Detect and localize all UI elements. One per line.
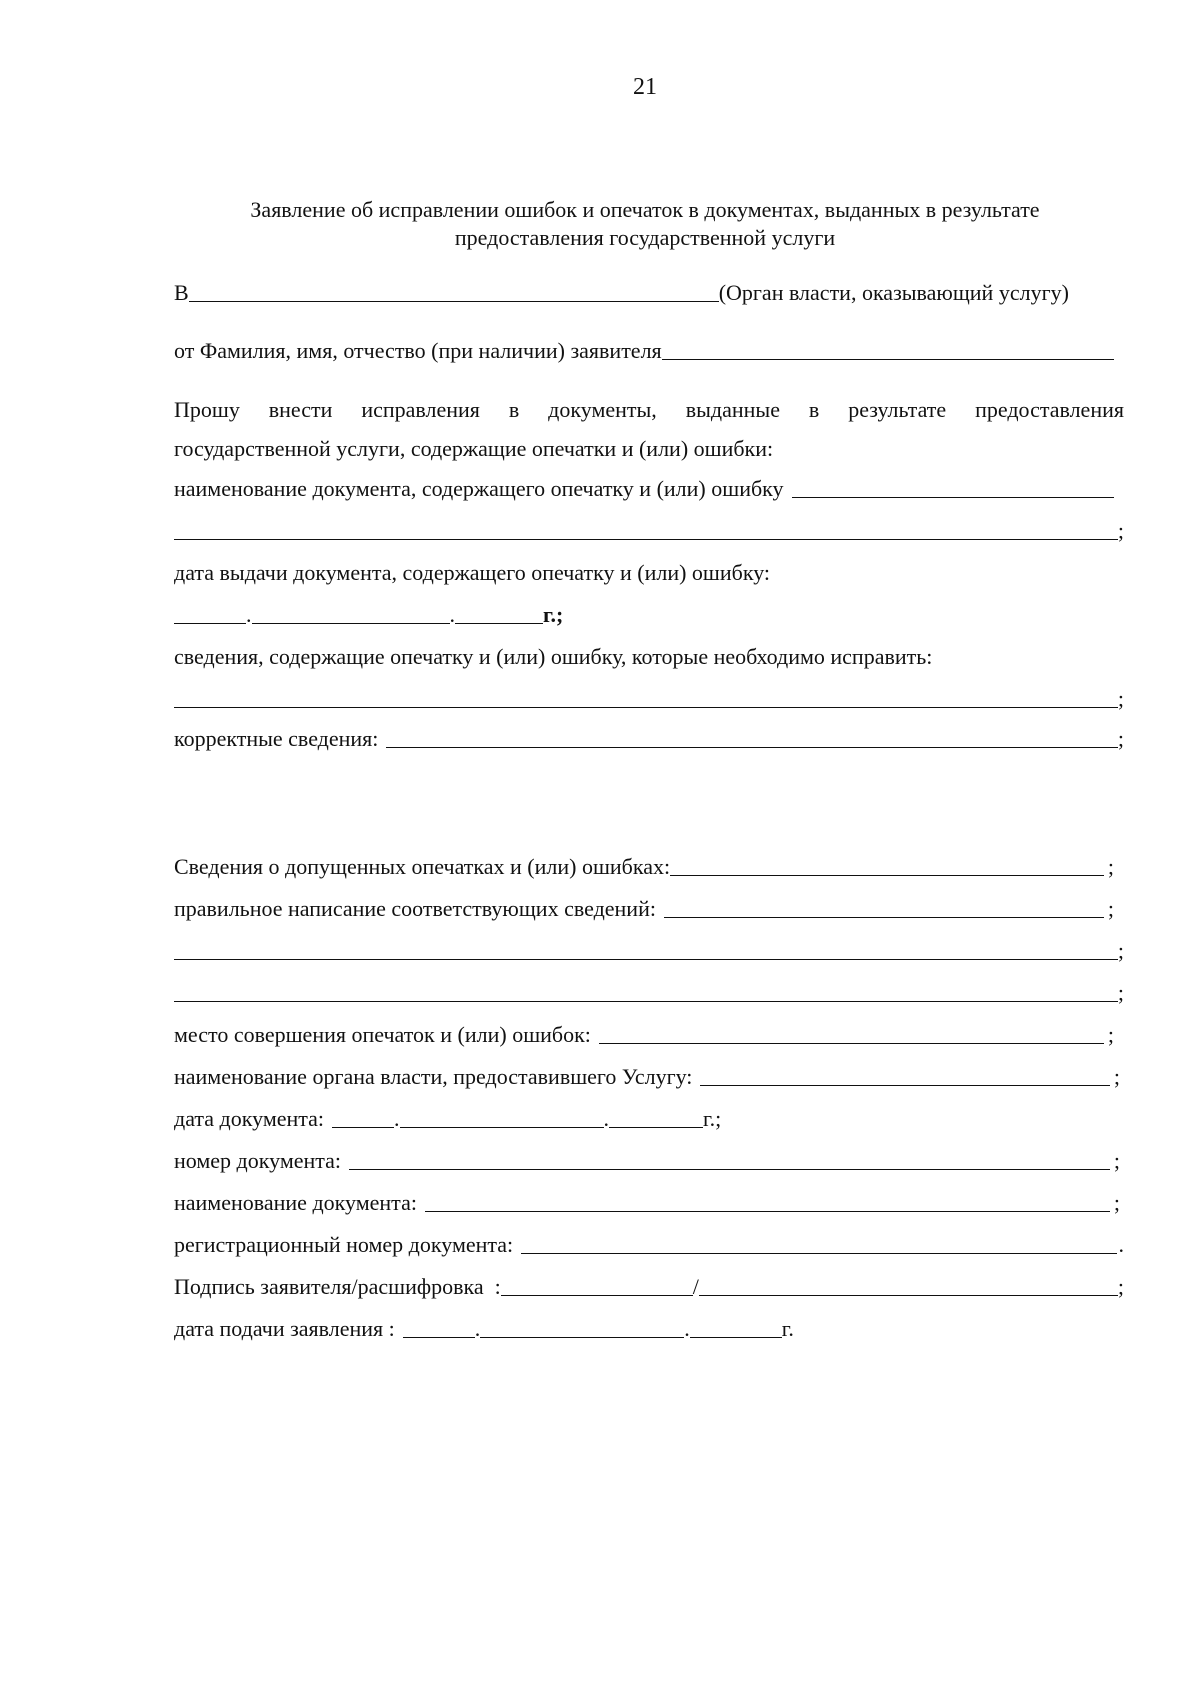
issue-date-row bbox=[174, 600, 1124, 628]
semicolon: ; bbox=[1117, 518, 1124, 543]
semicolon: ; bbox=[1107, 854, 1114, 879]
doc-date-label: дата документа: bbox=[174, 1106, 325, 1131]
info-to-fix-row bbox=[174, 684, 1124, 712]
signature-field[interactable] bbox=[501, 1273, 693, 1296]
page-number: 21 bbox=[633, 74, 657, 100]
error-place-row bbox=[174, 1020, 1124, 1048]
year-suffix: г.; bbox=[543, 602, 564, 627]
doc-number-row bbox=[174, 1146, 1124, 1174]
info-to-fix-label: сведения, содержащие опечатку и (или) ошибку, которые необходимо исправить: bbox=[174, 644, 933, 669]
correct-spelling-continuation-field-1[interactable] bbox=[174, 937, 1118, 960]
semicolon: ; bbox=[1117, 686, 1124, 711]
correct-spelling-continuation-row-2 bbox=[174, 978, 1124, 1006]
applicant-row bbox=[174, 336, 1124, 364]
recipient-row bbox=[174, 278, 1124, 306]
doc-number-field[interactable] bbox=[349, 1147, 1110, 1170]
doc-title-field[interactable] bbox=[425, 1189, 1110, 1212]
doc-name-continuation-field[interactable] bbox=[174, 517, 1118, 540]
recipient-authority-field[interactable] bbox=[189, 279, 719, 302]
issue-date-label-row bbox=[174, 558, 1124, 586]
errors-info-field[interactable] bbox=[670, 853, 1104, 876]
doc-year-field[interactable] bbox=[609, 1105, 703, 1128]
reg-number-field[interactable] bbox=[521, 1231, 1116, 1254]
authority-field[interactable] bbox=[700, 1063, 1109, 1086]
title-line-1: Заявление об исправлении ошибок и опечаток в документах, выданных в результате bbox=[250, 197, 1040, 222]
doc-number-label: номер документа: bbox=[174, 1148, 342, 1173]
signature-transcript-field[interactable] bbox=[699, 1273, 1118, 1296]
year-suffix: г.; bbox=[703, 1106, 722, 1131]
recipient-prefix: В bbox=[174, 280, 189, 305]
submit-year-field[interactable] bbox=[690, 1315, 782, 1338]
issue-year-field[interactable] bbox=[455, 601, 543, 624]
applicant-label: от Фамилия, имя, отчество (при наличии) заявителя bbox=[174, 338, 662, 363]
correct-spelling-field[interactable] bbox=[664, 895, 1104, 918]
doc-name-continuation-row bbox=[174, 516, 1124, 544]
correct-spelling-row bbox=[174, 894, 1124, 922]
date-separator: . bbox=[603, 1106, 610, 1131]
date-separator: . bbox=[474, 1316, 481, 1341]
correct-spelling-continuation-field-2[interactable] bbox=[174, 979, 1118, 1002]
issue-month-field[interactable] bbox=[252, 601, 450, 624]
request-line-2-row bbox=[174, 434, 1124, 462]
info-to-fix-field[interactable] bbox=[174, 685, 1118, 708]
semicolon: ; bbox=[1113, 1064, 1120, 1089]
errors-info-label: Сведения о допущенных опечатках и (или) ошибках: bbox=[174, 854, 671, 879]
semicolon: ; bbox=[1117, 938, 1124, 963]
correct-info-field[interactable] bbox=[386, 725, 1117, 748]
semicolon: ; bbox=[1117, 980, 1124, 1005]
date-separator: . bbox=[684, 1316, 690, 1341]
doc-month-field[interactable] bbox=[400, 1105, 604, 1128]
semicolon: ; bbox=[1113, 1148, 1120, 1173]
signature-label: Подпись заявителя/расшифровка : bbox=[174, 1274, 501, 1299]
error-place-label: место совершения опечаток и (или) ошибок: bbox=[174, 1022, 591, 1047]
correct-info-row bbox=[174, 724, 1124, 752]
doc-name-label: наименование документа, содержащего опечатку и (или) ошибку bbox=[174, 476, 784, 501]
period: . bbox=[1118, 1232, 1124, 1257]
submit-date-label: дата подачи заявления : bbox=[174, 1316, 395, 1341]
correct-info-label: корректные сведения: bbox=[174, 726, 379, 751]
doc-date-row bbox=[174, 1104, 1124, 1132]
date-separator: . bbox=[394, 1106, 400, 1131]
submit-month-field[interactable] bbox=[480, 1315, 684, 1338]
year-end: г. bbox=[781, 1316, 794, 1341]
semicolon: ; bbox=[1117, 726, 1124, 751]
semicolon: ; bbox=[1107, 1022, 1114, 1047]
applicant-name-field[interactable] bbox=[662, 337, 1114, 360]
doc-day-field[interactable] bbox=[332, 1105, 394, 1128]
issue-day-field[interactable] bbox=[174, 601, 246, 624]
doc-name-row bbox=[174, 474, 1124, 502]
correct-spelling-label: правильное написание соответствующих сведений: bbox=[174, 896, 656, 921]
doc-title-row bbox=[174, 1188, 1124, 1216]
authority-row bbox=[174, 1062, 1124, 1090]
issue-date-label: дата выдачи документа, содержащего опечатку и (или) ошибку: bbox=[174, 560, 771, 585]
document-title bbox=[180, 196, 1110, 252]
request-line-2: государственной услуги, содержащие опечатки и (или) ошибки: bbox=[174, 436, 774, 461]
semicolon: ; bbox=[1107, 896, 1114, 921]
correct-spelling-continuation-row-1 bbox=[174, 936, 1124, 964]
signature-row bbox=[174, 1272, 1124, 1300]
semicolon: ; bbox=[1117, 1274, 1124, 1299]
reg-number-label: регистрационный номер документа: bbox=[174, 1232, 514, 1257]
errors-info-row bbox=[174, 852, 1124, 880]
signature-slash: / bbox=[692, 1274, 699, 1299]
submit-day-field[interactable] bbox=[403, 1315, 475, 1338]
semicolon: ; bbox=[1113, 1190, 1120, 1215]
submit-date-row bbox=[174, 1314, 1124, 1342]
request-line-1: Прошу внести исправления в документы, выданные в результате предоставления bbox=[174, 397, 1124, 422]
title-line-2: предоставления государственной услуги bbox=[454, 225, 836, 250]
date-separator: . bbox=[246, 602, 252, 627]
authority-label: наименование органа власти, предоставившего Услугу: bbox=[174, 1064, 693, 1089]
doc-title-label: наименование документа: bbox=[174, 1190, 417, 1215]
recipient-hint: (Орган власти, оказывающий услугу) bbox=[718, 280, 1069, 305]
doc-name-field[interactable] bbox=[792, 475, 1114, 498]
info-to-fix-label-row bbox=[174, 642, 1124, 670]
error-place-field[interactable] bbox=[599, 1021, 1104, 1044]
reg-number-row bbox=[174, 1230, 1124, 1258]
date-separator: . bbox=[449, 602, 455, 627]
